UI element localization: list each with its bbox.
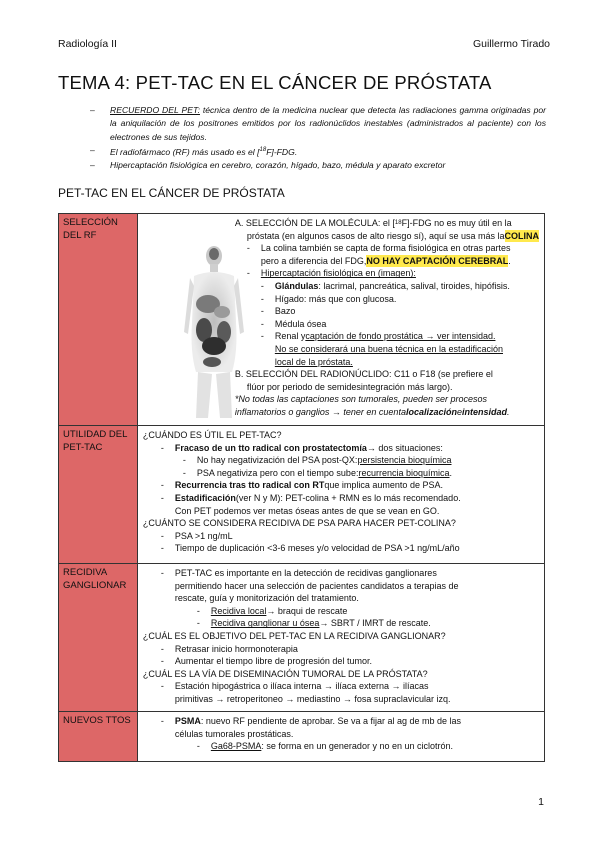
question: ¿CUÁL ES EL OBJETIVO DEL PET-TAC EN LA RECIDIVA GANGLIONAR? [142, 630, 446, 641]
text-line: - PSA >1 ng/mL [160, 530, 233, 541]
intro-item [90, 159, 546, 172]
text: Hipercaptación fisiológica en (imagen): [260, 268, 416, 279]
text: Ga68-PSMA [210, 741, 262, 752]
table-row [59, 426, 545, 564]
row-label: RECIDIVA GANGLIONAR [59, 564, 138, 712]
intro-item [90, 104, 546, 144]
text-line [143, 592, 539, 605]
pet-scan-image [182, 242, 246, 420]
row-label: NUEVOS TTOS [59, 712, 138, 762]
sup: 18 [394, 220, 402, 226]
header-author: Guillermo Tirado [472, 38, 550, 50]
text-line: - Ga68-PSMA : se forma en un generador y no en un ciclotrón. [196, 741, 453, 752]
text: permitiendo hacer una selección de pacientes candidatos a terapias de [174, 580, 459, 591]
page-number: 1 [538, 796, 544, 808]
text-line: - Médula ósea [260, 318, 327, 329]
text: : nuevo RF pendiente de aprobar. Se va a fijar al ag de mb de las [200, 716, 462, 726]
intro-item [90, 144, 546, 159]
text: Hígado: más que con glucosa. [274, 293, 397, 304]
text-line: - Recidiva local → braqui de rescate [196, 605, 348, 616]
bold-term: intensidad [462, 406, 508, 417]
text: B. SELECCIÓN DEL RADIONÚCLIDO: C11 o F18 (se prefiere el [234, 369, 493, 380]
text: Estación hipogástrica o ilíaca interna → ilíaca externa → ilíacas [174, 681, 429, 692]
bold-term: Fracaso de un tto radical con prostatectomía [174, 442, 367, 453]
intro-text: F]-FDG. [266, 146, 298, 157]
text-line: - No hay negativización del PSA post-QX: persistencia bioquímica [182, 455, 452, 466]
text: local de la próstata. [274, 356, 353, 367]
text-line: - Estación hipogástrica o ilíaca interna → ilíaca externa → ilíacas [160, 681, 429, 692]
text: inflamatorios o ganglios → tener en cuenta [234, 406, 406, 417]
text: PSA >1 ng/mL [174, 530, 233, 541]
text-line: - PSA negativiza pero con el tiempo sube: recurrencia bioquímica . [182, 467, 453, 478]
text-line [143, 630, 539, 643]
text-line [143, 429, 539, 442]
text: F]-FDG no es muy útil en la [401, 218, 512, 228]
text: primitivas → retroperitoneo → mediastino → fosa supraclavicular izq. [174, 693, 451, 704]
text-line: - La colina también se capta de forma fisiológica en otras partes [246, 243, 511, 254]
text: pero a diferencia del FDG, [260, 255, 367, 266]
text-line: - Bazo [260, 306, 296, 317]
text-line [235, 368, 539, 381]
intro-sup: 18 [259, 146, 267, 153]
text-line [143, 728, 539, 741]
bold-term: PSMA [174, 716, 201, 726]
text: A. SELECCIÓN DE LA MOLÉCULA: el [ [234, 218, 395, 228]
text-line: - PET-TAC es importante en la detección de recidivas ganglionares [160, 568, 437, 578]
text-line [235, 343, 539, 356]
text-line: - Fracaso de un tto radical con prostatectomía → dos situaciones: [160, 442, 443, 453]
text-line [143, 580, 539, 593]
text: Médula ósea [274, 318, 327, 329]
text: → dos situaciones: [366, 442, 443, 453]
text-line [235, 217, 539, 230]
section-subtitle: PET-TAC EN EL CÁNCER DE PRÓSTATA [58, 186, 285, 200]
bold-term: Recurrencia tras tto radical con RT [174, 480, 325, 491]
text: PET-TAC es importante en la detección de recidivas ganglionares [174, 568, 437, 578]
highlight: COLINA [504, 230, 539, 241]
question: ¿CUÁNDO ES ÚTIL EL PET-TAC? [142, 430, 282, 440]
text: . [449, 467, 453, 478]
text-line: - Glándulas : lacrimal, pancreática, salival, tiroides, hipófisis. [260, 280, 510, 291]
text-line [143, 505, 539, 518]
row-content [137, 564, 544, 712]
text-line: - Aumentar el tiempo libre de progresión del tumor. [160, 656, 372, 667]
text: Bazo [274, 306, 296, 317]
text-line [235, 230, 539, 243]
text: flúor por periodo de semidesintegración más largo). [246, 381, 453, 392]
intro-text: Hipercaptación fisiológica en cerebro, corazón, hígado, bazo, médula y aparato excretor [110, 160, 446, 171]
text-line: - Estadificación (ver N y M): PET-colina + RMN es lo más recomendado. [160, 492, 461, 503]
text: e [456, 406, 462, 417]
text: No hay negativización del PSA post-QX: [196, 455, 358, 466]
text: recurrencia bioquímica [358, 467, 450, 478]
text: (ver N y M): PET-colina + RMN es lo más recomendado. [235, 492, 461, 503]
bold-term: localización [405, 406, 457, 417]
intro-list [90, 104, 546, 172]
highlight: NO HAY CAPTACIÓN CEREBRAL [366, 255, 509, 266]
row-label: UTILIDAD DEL PET-TAC [59, 426, 138, 564]
text-line: - Hipercaptación fisiológica en (imagen): [246, 268, 416, 279]
text: No se considerará una buena técnica en la estadificación [274, 343, 503, 354]
text-line [143, 668, 539, 681]
text: → braqui de rescate [266, 605, 348, 616]
text: captación de fondo prostática → ver intensidad. [305, 331, 496, 342]
row-content [137, 426, 544, 564]
text: rescate, guía y monitorización del tratamiento. [174, 593, 359, 604]
text-line [235, 406, 539, 419]
text-line [143, 693, 539, 706]
text: Recidiva local [210, 605, 267, 616]
table-row [59, 564, 545, 712]
intro-text: técnica dentro de la medicina nuclear que detecta las radiaciones gamma originadas por la aniquilación de los positrones emitidos por los radionúclidos inestables (administrados al paciente) con los electrones de sus tejidos. [110, 105, 547, 142]
table-row [59, 214, 545, 426]
text: Retrasar inicio hormonoterapia [174, 643, 298, 654]
text-line: - Hígado: más que con glucosa. [260, 293, 397, 304]
text: → SBRT / IMRT de rescate. [319, 618, 431, 629]
intro-term: RECUERDO DEL PET: [110, 105, 200, 115]
text: : lacrimal, pancreática, salival, tiroides, hipófisis. [318, 280, 510, 291]
text: Tiempo de duplicación <3-6 meses y/o velocidad de PSA >1 ng/mL/año [174, 543, 460, 554]
table-row [59, 712, 545, 762]
text-line: - Recurrencia tras tto radical con RT que implica aumento de PSA. [160, 480, 443, 491]
text-line [235, 381, 539, 394]
text: próstata (en algunos casos de alto riesgo sí), aquí se usa más la [246, 230, 505, 241]
text: La colina también se capta de forma fisiológica en otras partes [260, 243, 511, 254]
text: Con PET podemos ver metas óseas antes de que se vean en GO. [174, 505, 440, 516]
text: . [508, 255, 511, 266]
summary-table [58, 213, 545, 762]
text-line: - PSMA : nuevo RF pendiente de aprobar. Se va a fijar al ag de mb de las [160, 716, 462, 726]
text: Recidiva ganglionar u ósea [210, 618, 320, 629]
header-subject: Radiología II [58, 38, 117, 50]
text: PSA negativiza pero con el tiempo sube: [196, 467, 359, 478]
text: Renal y [274, 331, 306, 342]
intro-text: El radiofármaco (RF) más usado es el [ [110, 146, 260, 157]
text: . [507, 406, 510, 417]
question: ¿CUÁL ES LA VÍA DE DISEMINACIÓN TUMORAL DE LA PRÓSTATA? [142, 668, 428, 679]
text-line: - Renal y captación de fondo prostática → ver intensidad. [260, 331, 496, 342]
page-title: TEMA 4: PET-TAC EN EL CÁNCER DE PRÓSTATA [58, 72, 492, 93]
text-line: - Tiempo de duplicación <3-6 meses y/o velocidad de PSA >1 ng/mL/año [160, 543, 460, 554]
row-content [137, 214, 544, 426]
text-line [235, 393, 539, 406]
question: ¿CUÁNTO SE CONSIDERA RECIDIVA DE PSA PARA HACER PET-COLINA? [142, 518, 456, 529]
bold-term: Estadificación [174, 492, 236, 503]
text: Aumentar el tiempo libre de progresión del tumor. [174, 656, 372, 667]
row-content [137, 712, 544, 762]
text-line: - Retrasar inicio hormonoterapia [160, 643, 298, 654]
text-line: - Recidiva ganglionar u ósea → SBRT / IMRT de rescate. [196, 618, 431, 629]
text-line [235, 255, 539, 268]
text: células tumorales prostáticas. [174, 728, 294, 739]
text: : se forma en un generador y no en un ciclotrón. [261, 741, 453, 752]
row-label: SELECCIÓN DEL RF [59, 214, 138, 426]
text: que implica aumento de PSA. [324, 480, 443, 491]
text-line [143, 517, 539, 530]
text: *No todas las captaciones son tumorales, pueden ser procesos [234, 394, 487, 405]
bold-term: Glándulas [274, 280, 319, 291]
text-line [235, 356, 539, 369]
text: persistencia bioquímica [357, 455, 452, 466]
